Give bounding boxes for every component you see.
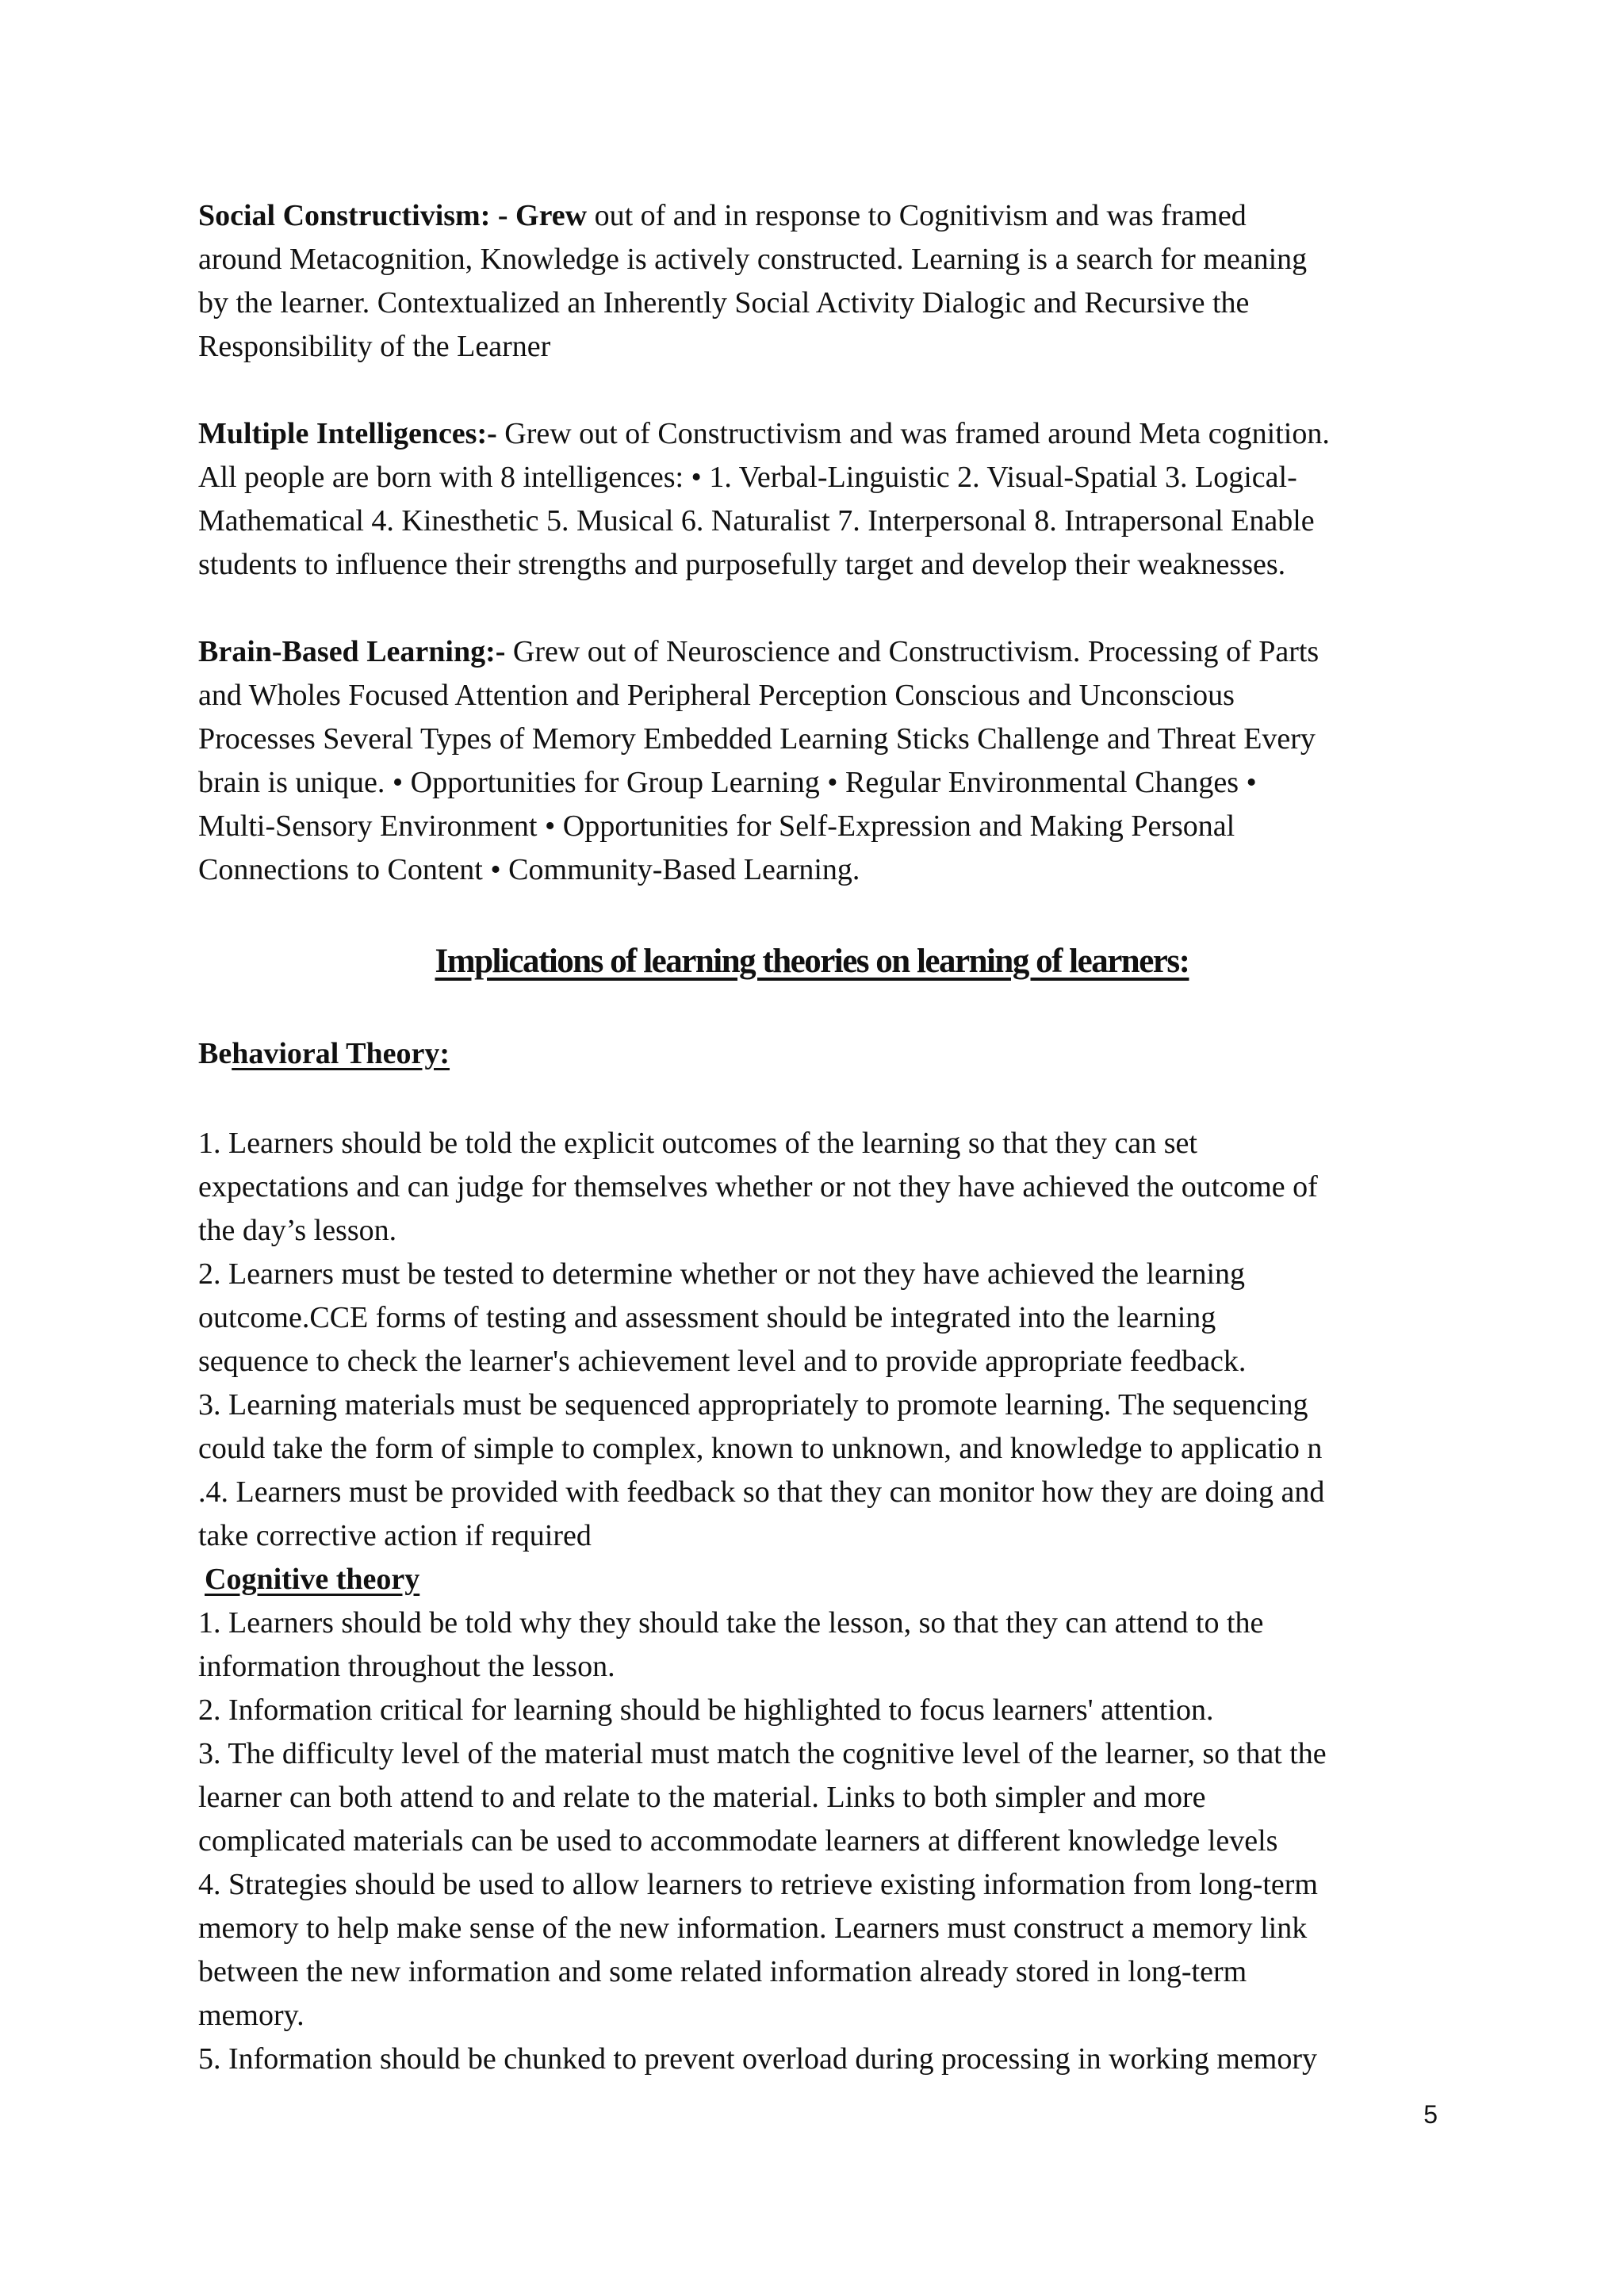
page-number: 5 <box>1423 2100 1438 2129</box>
paragraph-line: Grew out of Constructivism and was framed around Meta cognition. <box>496 417 1330 450</box>
list-line: sequence to check the learner's achievement level and to provide appropriate feedback. <box>198 1345 1247 1378</box>
list-line: 1. Learners should be told why they should take the lesson, so that they can attend to the <box>198 1606 1264 1640</box>
list-line: could take the form of simple to complex, known to unknown, and knowledge to applicatio n <box>198 1432 1323 1465</box>
list-line: information throughout the lesson. <box>198 1650 615 1683</box>
behavioral-theory-heading <box>198 1032 1435 1076</box>
paragraph-line: Multi-Sensory Environment • Opportunities for Self-Expression and Making Personal <box>198 809 1235 843</box>
list-line: .4. Learners must be provided with feedback so that they can monitor how they are doing and <box>198 1475 1325 1509</box>
list-line: 3. Learning materials must be sequenced appropriately to promote learning. The sequencing <box>198 1388 1308 1422</box>
list-line: the day’s lesson. <box>198 1214 397 1247</box>
list-line: learner can both attend to and relate to the material. Links to both simpler and more <box>198 1781 1206 1814</box>
paragraph-line: Processes Several Types of Memory Embedded Learning Sticks Challenge and Threat Every <box>198 722 1316 756</box>
list-line: memory. <box>198 1999 304 2032</box>
paragraph-line: around Metacognition, Knowledge is actively constructed. Learning is a search for meaning <box>198 243 1308 276</box>
paragraph-line: Responsibility of the Learner <box>198 330 551 363</box>
list-line: 1. Learners should be told the explicit outcomes of the learning so that they can set <box>198 1127 1197 1160</box>
list-line: 2. Learners must be tested to determine whether or not they have achieved the learning <box>198 1257 1245 1291</box>
list-line: take corrective action if required <box>198 1519 592 1552</box>
paragraph-line: Mathematical 4. Kinesthetic 5. Musical 6. Naturalist 7. Interpersonal 8. Intrapersonal Enable <box>198 504 1315 538</box>
paragraph-line: by the learner. Contextualized an Inherently Social Activity Dialogic and Recursive the <box>198 286 1250 320</box>
social-constructivism-label-grew: - Grew <box>490 199 588 232</box>
brain-based-learning-label: Brain-Based Learning:- <box>198 635 506 668</box>
multiple-intelligences-paragraph <box>198 412 1435 587</box>
behavioral-heading-plain: Be <box>198 1037 232 1070</box>
list-line: 3. The difficulty level of the material must match the cognitive level of the learner, so that the <box>198 1737 1327 1770</box>
paragraph-line: and Wholes Focused Attention and Peripheral Perception Conscious and Unconscious <box>198 679 1235 712</box>
social-constructivism-label: Social Constructivism: <box>198 199 491 232</box>
list-line: between the new information and some related information already stored in long-term <box>198 1955 1247 1988</box>
list-line: memory to help make sense of the new information. Learners must construct a memory link <box>198 1911 1308 1945</box>
list-line: complicated materials can be used to accommodate learners at different knowledge levels <box>198 1824 1278 1858</box>
paragraph-line: out of and in response to Cognitivism and was framed <box>587 199 1247 232</box>
list-line: outcome.CCE forms of testing and assessment should be integrated into the learning <box>198 1301 1216 1334</box>
paragraph-line: Connections to Content • Community-Based Learning. <box>198 853 860 886</box>
multiple-intelligences-label: Multiple Intelligences:- <box>198 417 497 450</box>
list-line: 5. Information should be chunked to prevent overload during processing in working memory <box>198 2042 1317 2076</box>
behavioral-heading-underlined: havioral Theory: <box>232 1037 450 1070</box>
paragraph-line: Grew out of Neuroscience and Constructivism. Processing of Parts <box>505 635 1320 668</box>
list-line: 4. Strategies should be used to allow learners to retrieve existing information from long-term <box>198 1868 1318 1901</box>
behavioral-theory-list <box>198 1122 1435 2081</box>
social-constructivism-paragraph <box>198 194 1435 369</box>
implications-heading: Implications of learning theories on learning of learners: <box>435 943 1189 980</box>
list-line: expectations and can judge for themselves whether or not they have achieved the outcome of <box>198 1170 1318 1203</box>
brain-based-learning-paragraph <box>198 630 1435 892</box>
cognitive-theory-heading: Cognitive theory <box>205 1563 420 1596</box>
paragraph-line: students to influence their strengths and purposefully target and develop their weaknesses. <box>198 548 1286 581</box>
paragraph-line: brain is unique. • Opportunities for Group Learning • Regular Environmental Changes • <box>198 766 1257 799</box>
paragraph-line: All people are born with 8 intelligences: • 1. Verbal-Linguistic 2. Visual-Spatial 3. Logical- <box>198 461 1297 494</box>
list-line: 2. Information critical for learning should be highlighted to focus learners' attention. <box>198 1693 1214 1727</box>
